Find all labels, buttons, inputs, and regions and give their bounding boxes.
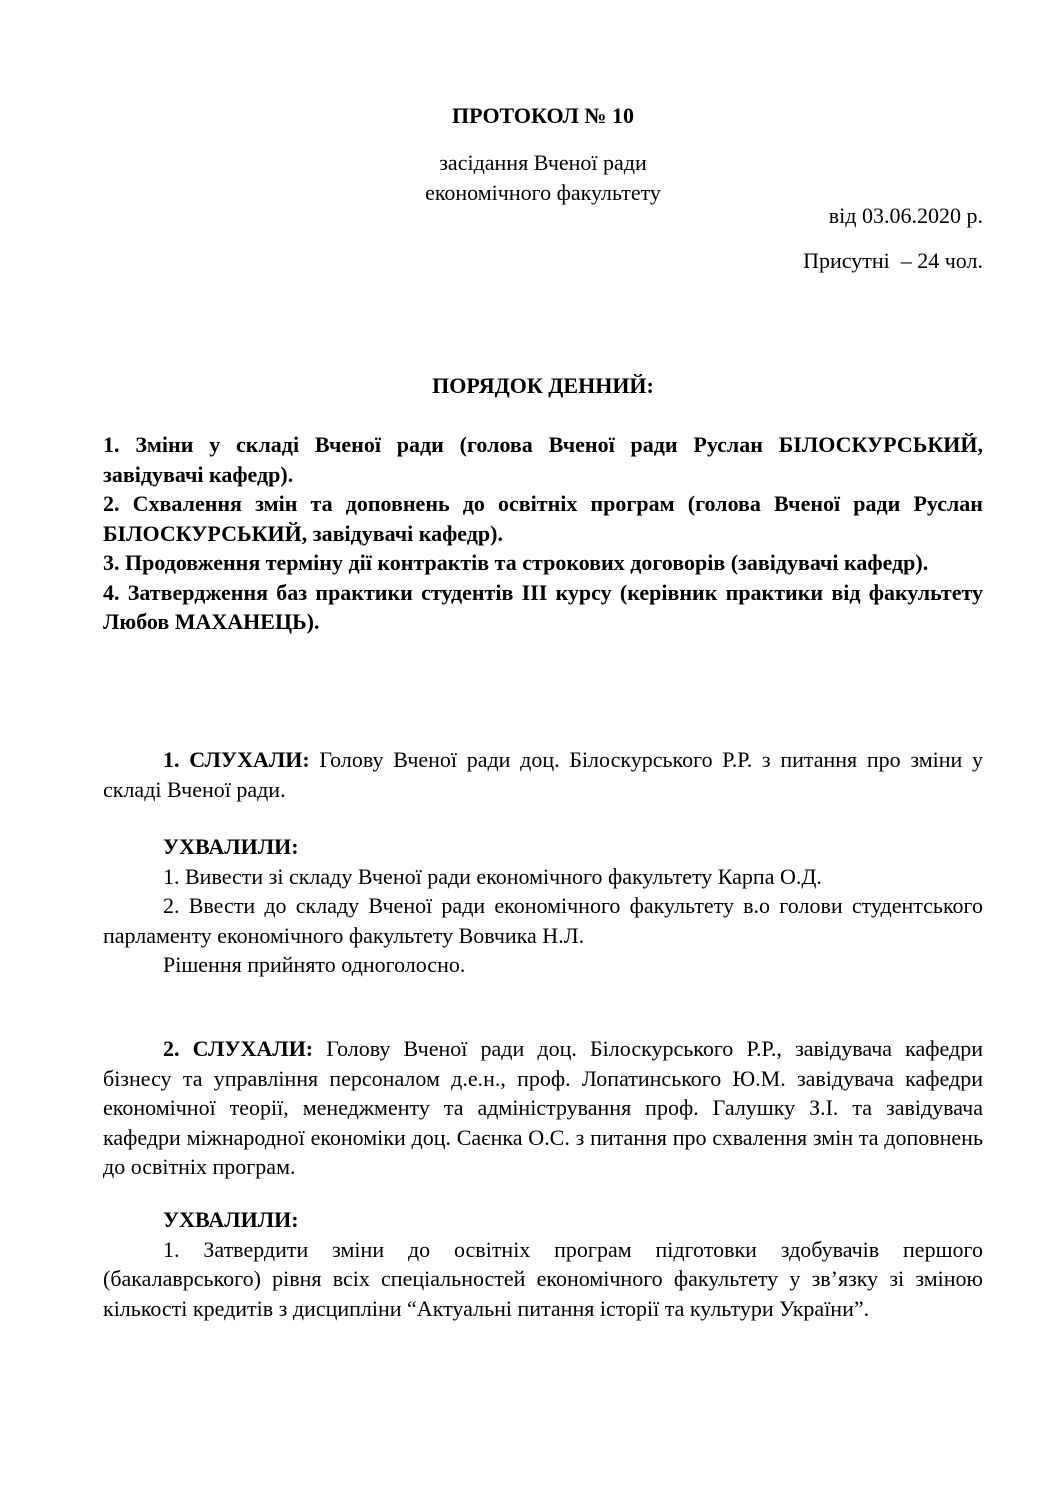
agenda-title: ПОРЯДОК ДЕННИЙ: bbox=[432, 373, 654, 398]
agenda-item-2: 2. Схвалення змін та доповнень до освітніх програм (голова Вченої ради Руслан БІЛОСКУРСЬКИЙ, завідувачі кафедр). bbox=[103, 491, 983, 546]
agenda-item-1: 1. Зміни у складі Вченої ради (голова Вченої ради Руслан БІЛОСКУРСЬКИЙ, завідувачі кафедр). bbox=[103, 432, 983, 487]
subtitle-line-2: економічного факультету bbox=[425, 180, 661, 205]
section-1-heard-label: 1. СЛУХАЛИ: bbox=[163, 747, 310, 772]
document-page bbox=[103, 0, 983, 1497]
protocol-title: ПРОТОКОЛ № 10 bbox=[452, 103, 634, 128]
section-1-resolved-label: УХВАЛИЛИ: bbox=[163, 834, 299, 859]
attendance-count: Присутні – 24 чол. bbox=[803, 248, 983, 273]
section-1-heard bbox=[103, 745, 983, 804]
agenda-item-3: 3. Продовження терміну дії контрактів та строкових договорів (завідувачі кафедр). bbox=[103, 550, 929, 575]
section-2-resolved bbox=[103, 1205, 983, 1323]
section-2-resolution-1: 1. Затвердити зміни до освітніх програм підготовки здобувачів першого (бакалаврського) рівня всіх спеціальностей економічного факультету у зв’язку зі зміною кількості кредитів з дисципліни “Актуальні питання історії та культури України”. bbox=[103, 1236, 983, 1321]
section-1-decision-note: Рішення прийнято одноголосно. bbox=[163, 952, 466, 977]
section-1-resolved bbox=[103, 832, 983, 980]
agenda-item-4: 4. Затвердження баз практики студентів ІІІ курсу (керівник практики від факультету Любов МАХАНЕЦЬ). bbox=[103, 579, 983, 634]
section-2-heard bbox=[103, 1034, 983, 1182]
section-1-resolution-1: 1. Вивести зі складу Вченої ради економічного факультету Карпа О.Д. bbox=[163, 863, 822, 889]
section-2-heard-text: Голову Вченої ради доц. Білоскурського Р.Р., завідувача кафедри бізнесу та управління персоналом д.е.н., проф. Лопатинського Ю.М. завідувача кафедри економічної теорії, менеджменту та адміністрування проф. Галушку З.І. та завідувача кафедри міжнародної економіки доц. Саєнка О.С. з питання про схвалення змін та доповнень до освітніх програм. bbox=[103, 1036, 984, 1179]
section-1-heard-text: Голову Вченої ради доц. Білоскурського Р.Р. з питання про зміни у складі Вченої ради. bbox=[103, 747, 983, 802]
section-2-heard-label: 2. СЛУХАЛИ: bbox=[163, 1036, 314, 1061]
meeting-subtitle bbox=[103, 148, 983, 208]
meeting-date: від 03.06.2020 р. bbox=[828, 203, 983, 228]
agenda-list bbox=[103, 430, 983, 637]
section-1-resolution-2: 2. Ввести до складу Вченої ради економічного факультету в.о голови студентського парламенту економічного факультету Вовчика Н.Л. bbox=[103, 893, 983, 948]
section-2-resolved-label: УХВАЛИЛИ: bbox=[163, 1207, 299, 1232]
subtitle-line-1: засідання Вченої ради bbox=[439, 150, 647, 175]
